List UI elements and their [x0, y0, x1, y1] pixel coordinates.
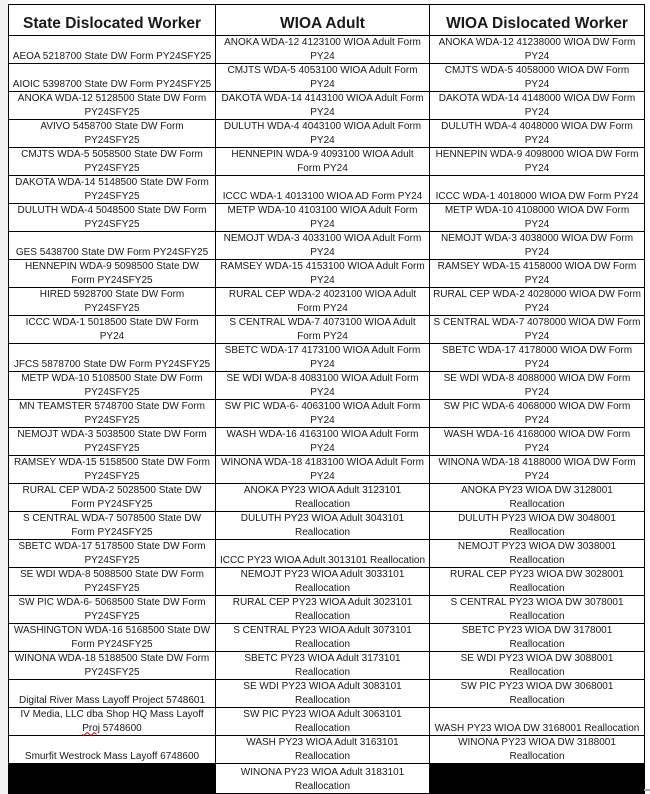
- table-row: [9, 232, 645, 260]
- cell-text: IV Media, LLC dba Shop HQ Mass Layoff: [20, 709, 204, 720]
- wioa-dw-cell: WASH WDA-16 4168000 WIOA DW Form PY24: [430, 428, 645, 456]
- table-row: [9, 400, 645, 428]
- blank-filled-cell: [9, 764, 216, 794]
- wioa-adult-cell: SE WDI WDA-8 4083100 WIOA Adult Form PY24: [216, 372, 430, 400]
- table-row: [9, 260, 645, 288]
- wioa-dw-cell: RURAL CEP WDA-2 4028000 WIOA DW Form PY24: [430, 288, 645, 316]
- table-row: [9, 204, 645, 232]
- state-dw-cell: MN TEAMSTER 5748700 State DW Form PY24SFY25: [9, 400, 216, 428]
- state-dw-cell: DULUTH WDA-4 5048500 State DW Form PY24SFY25: [9, 204, 216, 232]
- wioa-adult-cell: SBETC PY23 WIOA Adult 3173101 Reallocation: [216, 652, 430, 680]
- wioa-adult-cell: WASH PY23 WIOA Adult 3163101 Reallocation: [216, 736, 430, 764]
- state-dw-cell: HIRED 5928700 State DW Form PY24SFY25: [9, 288, 216, 316]
- state-dw-cell: RAMSEY WDA-15 5158500 State DW Form PY24SFY25: [9, 456, 216, 484]
- cell-text: 5748600: [100, 722, 142, 734]
- state-dw-cell: S CENTRAL WDA-7 5078500 State DW Form PY24SFY25: [9, 512, 216, 540]
- wioa-adult-cell: ANOKA WDA-12 4123100 WIOA Adult Form PY24: [216, 36, 430, 64]
- wioa-dw-cell: WINONA PY23 WIOA DW 3188001 Reallocation: [430, 736, 645, 764]
- wioa-dw-cell: DULUTH WDA-4 4048000 WIOA DW Form PY24: [430, 120, 645, 148]
- state-dw-cell: GES 5438700 State DW Form PY24SFY25: [9, 232, 216, 260]
- table-row: [9, 428, 645, 456]
- wioa-adult-cell: WINONA PY23 WIOA Adult 3183101 Reallocation: [216, 764, 430, 794]
- blank-filled-cell: [430, 764, 645, 794]
- wioa-adult-cell: NEMOJT WDA-3 4033100 WIOA Adult Form PY24: [216, 232, 430, 260]
- state-dw-cell: SW PIC WDA-6- 5068500 State DW Form PY24SFY25: [9, 596, 216, 624]
- table-row: [9, 92, 645, 120]
- wioa-adult-cell: RAMSEY WDA-15 4153100 WIOA Adult Form PY24: [216, 260, 430, 288]
- wioa-adult-cell: CMJTS WDA-5 4053100 WIOA Adult Form PY24: [216, 64, 430, 92]
- wioa-dw-cell: WINONA WDA-18 4188000 WIOA DW Form PY24: [430, 456, 645, 484]
- wioa-dw-cell: METP WDA-10 4108000 WIOA DW Form PY24: [430, 204, 645, 232]
- spellcheck-flagged-word[interactable]: Proj: [82, 722, 101, 734]
- state-dw-cell: NEMOJT WDA-3 5038500 State DW Form PY24SFY25: [9, 428, 216, 456]
- funding-source-table: [8, 4, 645, 794]
- state-dw-cell: SE WDI WDA-8 5088500 State DW Form PY24SFY25: [9, 568, 216, 596]
- wioa-dw-cell: S CENTRAL PY23 WIOA DW 3078001 Reallocation: [430, 596, 645, 624]
- table-row: [9, 624, 645, 652]
- table-row: [9, 568, 645, 596]
- state-dw-cell: WASHINGTON WDA-16 5168500 State DW Form PY24SFY25: [9, 624, 216, 652]
- wioa-adult-cell: S CENTRAL WDA-7 4073100 WIOA Adult Form PY24: [216, 316, 430, 344]
- wioa-dw-cell: NEMOJT PY23 WIOA DW 3038001 Reallocation: [430, 540, 645, 568]
- table-row: [9, 372, 645, 400]
- table-row: [9, 344, 645, 372]
- table-row: [9, 316, 645, 344]
- wioa-adult-cell: SE WDI PY23 WIOA Adult 3083101 Reallocation: [216, 680, 430, 708]
- wioa-adult-cell: ICCC WDA-1 4013100 WIOA AD Form PY24: [216, 176, 430, 204]
- table-row: [9, 708, 645, 736]
- state-dw-cell: Smurfit Westrock Mass Layoff 6748600: [9, 736, 216, 764]
- table-row: [9, 288, 645, 316]
- wioa-dw-cell: SBETC PY23 WIOA DW 3178001 Reallocation: [430, 624, 645, 652]
- wioa-dw-cell: SW PIC PY23 WIOA DW 3068001 Reallocation: [430, 680, 645, 708]
- state-dw-cell: HENNEPIN WDA-9 5098500 State DW Form PY24SFY25: [9, 260, 216, 288]
- wioa-dw-cell: ANOKA PY23 WIOA DW 3128001 Reallocation: [430, 484, 645, 512]
- wioa-adult-cell: WASH WDA-16 4163100 WIOA Adult Form PY24: [216, 428, 430, 456]
- wioa-dw-cell: WASH PY23 WIOA DW 3168001 Reallocation: [430, 708, 645, 736]
- wioa-adult-cell: HENNEPIN WDA-9 4093100 WIOA Adult Form PY24: [216, 148, 430, 176]
- wioa-dw-cell: SW PIC WDA-6 4068000 WIOA DW Form PY24: [430, 400, 645, 428]
- state-dw-cell: AEOA 5218700 State DW Form PY24SFY25: [9, 36, 216, 64]
- header-wioa-adult: WIOA Adult: [216, 5, 430, 36]
- wioa-dw-cell: CMJTS WDA-5 4058000 WIOA DW Form PY24: [430, 64, 645, 92]
- state-dw-cell: METP WDA-10 5108500 State DW Form PY24SFY25: [9, 372, 216, 400]
- table-row: [9, 512, 645, 540]
- table-row: [9, 484, 645, 512]
- wioa-adult-cell: DULUTH WDA-4 4043100 WIOA Adult Form PY24: [216, 120, 430, 148]
- wioa-adult-cell: SW PIC WDA-6- 4063100 WIOA Adult Form PY24: [216, 400, 430, 428]
- table-row: [9, 456, 645, 484]
- wioa-adult-cell: DAKOTA WDA-14 4143100 WIOA Adult Form PY24: [216, 92, 430, 120]
- table-row: [9, 148, 645, 176]
- wioa-dw-cell: DULUTH PY23 WIOA DW 3048001 Reallocation: [430, 512, 645, 540]
- table-row: [9, 764, 645, 794]
- wioa-dw-cell: DAKOTA WDA-14 4148000 WIOA DW Form PY24: [430, 92, 645, 120]
- wioa-dw-cell: SE WDI PY23 WIOA DW 3088001 Reallocation: [430, 652, 645, 680]
- state-dw-cell: ANOKA WDA-12 5128500 State DW Form PY24SFY25: [9, 92, 216, 120]
- state-dw-cell: JFCS 5878700 State DW Form PY24SFY25: [9, 344, 216, 372]
- wioa-adult-cell: SW PIC PY23 WIOA Adult 3063101 Reallocation: [216, 708, 430, 736]
- state-dw-cell: AVIVO 5458700 State DW Form PY24SFY25: [9, 120, 216, 148]
- page-margin: [0, 0, 8, 794]
- state-dw-cell: SBETC WDA-17 5178500 State DW Form PY24SFY25: [9, 540, 216, 568]
- table-row: [9, 680, 645, 708]
- wioa-dw-cell: HENNEPIN WDA-9 4098000 WIOA DW Form PY24: [430, 148, 645, 176]
- wioa-adult-cell: S CENTRAL PY23 WIOA Adult 3073101 Reallocation: [216, 624, 430, 652]
- header-row: [9, 5, 645, 36]
- wioa-dw-cell: S CENTRAL WDA-7 4078000 WIOA DW Form PY24: [430, 316, 645, 344]
- text-cursor: [644, 510, 645, 526]
- header-wioa-dislocated-worker: WIOA Dislocated Worker: [430, 5, 645, 36]
- wioa-adult-cell: METP WDA-10 4103100 WIOA Adult Form PY24: [216, 204, 430, 232]
- wioa-adult-cell: ICCC PY23 WIOA Adult 3013101 Reallocation: [216, 540, 430, 568]
- wioa-adult-cell: WINONA WDA-18 4183100 WIOA Adult Form PY24: [216, 456, 430, 484]
- wioa-adult-cell: RURAL CEP PY23 WIOA Adult 3023101 Reallocation: [216, 596, 430, 624]
- wioa-dw-cell: RURAL CEP PY23 WIOA DW 3028001 Reallocation: [430, 568, 645, 596]
- wioa-dw-cell: ANOKA WDA-12 41238000 WIOA DW Form PY24: [430, 36, 645, 64]
- table-row: [9, 120, 645, 148]
- wioa-dw-cell: RAMSEY WDA-15 4158000 WIOA DW Form PY24: [430, 260, 645, 288]
- table-row: [9, 176, 645, 204]
- state-dw-cell: WINONA WDA-18 5188500 State DW Form PY24SFY25: [9, 652, 216, 680]
- wioa-dw-cell: SBETC WDA-17 4178000 WIOA DW Form PY24: [430, 344, 645, 372]
- state-dw-cell: Digital River Mass Layoff Project 5748601: [9, 680, 216, 708]
- state-dw-cell: [9, 708, 216, 736]
- state-dw-cell: ICCC WDA-1 5018500 State DW Form PY24: [9, 316, 216, 344]
- table-row: [9, 36, 645, 64]
- wioa-adult-cell: ANOKA PY23 WIOA Adult 3123101 Reallocation: [216, 484, 430, 512]
- table-row: [9, 64, 645, 92]
- wioa-adult-cell: SBETC WDA-17 4173100 WIOA Adult Form PY24: [216, 344, 430, 372]
- header-state-dislocated-worker: State Dislocated Worker: [9, 5, 216, 36]
- document-page: [8, 4, 644, 794]
- wioa-adult-cell: DULUTH PY23 WIOA Adult 3043101 Reallocation: [216, 512, 430, 540]
- wioa-dw-cell: SE WDI WDA-8 4088000 WIOA DW Form PY24: [430, 372, 645, 400]
- state-dw-cell: RURAL CEP WDA-2 5028500 State DW Form PY24SFY25: [9, 484, 216, 512]
- page-corner-mark: [644, 789, 650, 791]
- wioa-adult-cell: NEMOJT PY23 WIOA Adult 3033101 Reallocation: [216, 568, 430, 596]
- wioa-dw-cell: ICCC WDA-1 4018000 WIOA DW Form PY24: [430, 176, 645, 204]
- table-row: [9, 596, 645, 624]
- state-dw-cell: CMJTS WDA-5 5058500 State DW Form PY24SFY25: [9, 148, 216, 176]
- table-row: [9, 540, 645, 568]
- wioa-adult-cell: RURAL CEP WDA-2 4023100 WIOA Adult Form PY24: [216, 288, 430, 316]
- wioa-dw-cell: NEMOJT WDA-3 4038000 WIOA DW Form PY24: [430, 232, 645, 260]
- state-dw-cell: DAKOTA WDA-14 5148500 State DW Form PY24SFY25: [9, 176, 216, 204]
- table-row: [9, 736, 645, 764]
- state-dw-cell: AIOIC 5398700 State DW Form PY24SFY25: [9, 64, 216, 92]
- table-row: [9, 652, 645, 680]
